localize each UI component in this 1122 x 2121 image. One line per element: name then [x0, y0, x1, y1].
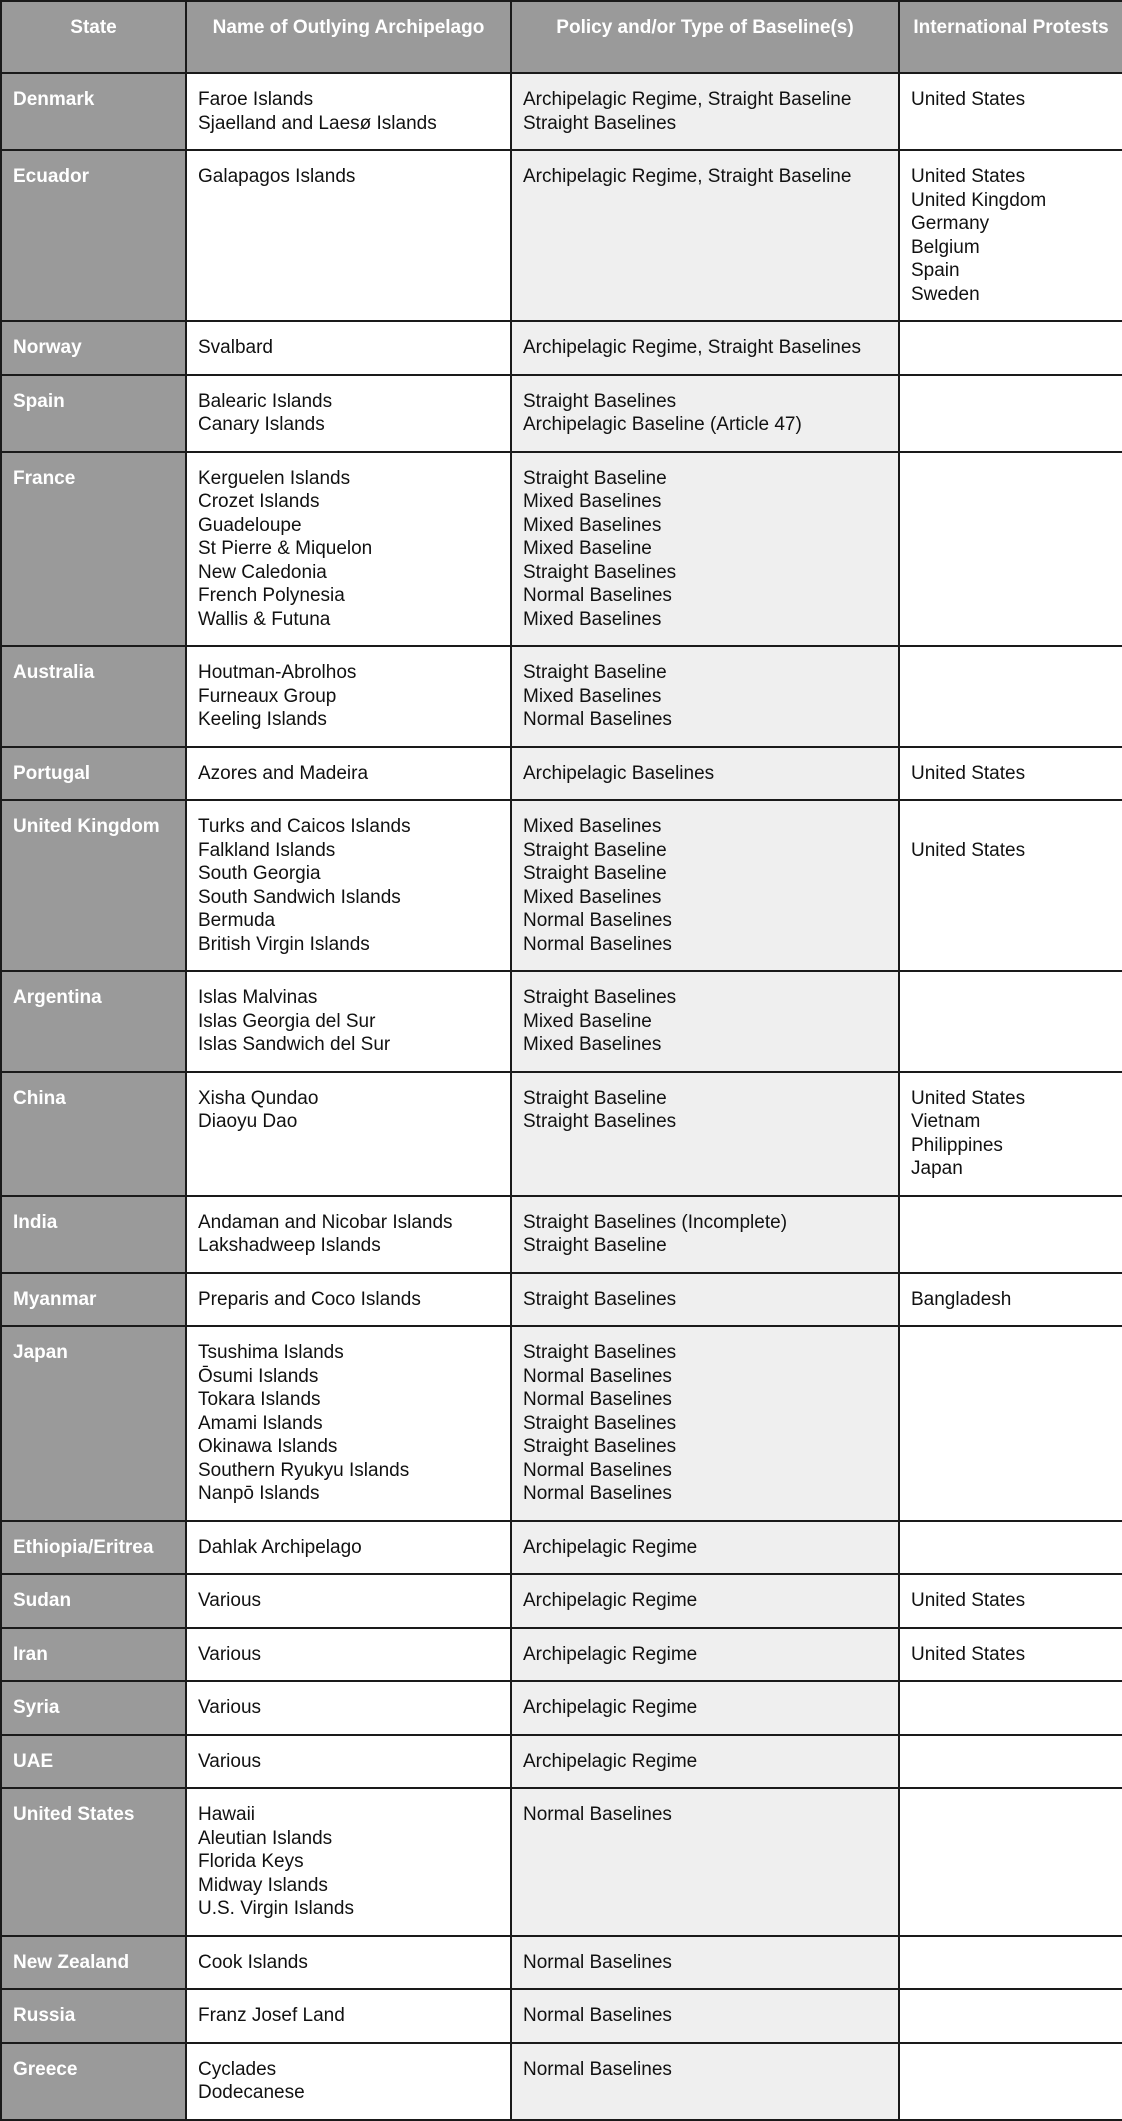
archipelago-name-cell-line: Florida Keys [198, 1851, 304, 1872]
baseline-policy-cell [511, 321, 899, 375]
archipelago-name-cell-line: Wallis & Futuna [198, 608, 331, 630]
archipelago-name-cell [186, 1936, 511, 1990]
baseline-policy-cell-line: Normal Baselines [523, 933, 672, 955]
archipelago-name-cell-line: Midway Islands [198, 1874, 328, 1896]
archipelago-name-cell-line: Hawaii [198, 1804, 256, 1825]
archipelago-name-cell [186, 1521, 511, 1575]
baseline-policy-cell-line: Archipelagic Regime, Straight Baseline [523, 166, 852, 187]
baseline-policy-cell-line: Normal Baselines [523, 1365, 672, 1387]
protests-cell [899, 1326, 1122, 1521]
baseline-policy-cell-line: Mixed Baselines [523, 1034, 662, 1055]
archipelago-name-cell [186, 73, 511, 150]
archipelago-name-cell-line: Balearic Islands [198, 390, 333, 412]
protests-cell [899, 2043, 1122, 2120]
archipelago-name-cell-line: British Virgin Islands [198, 933, 370, 955]
archipelago-name-cell-line: Guadeloupe [198, 514, 302, 536]
state-cell: Sudan [1, 1574, 186, 1628]
archipelago-name-cell [186, 1989, 511, 2043]
archipelago-name-cell [186, 150, 511, 321]
baseline-policy-cell-line: Normal Baselines [523, 2058, 672, 2080]
state-cell: Ethiopia/Eritrea [1, 1521, 186, 1575]
protests-cell [899, 1989, 1122, 2043]
archipelago-name-cell [186, 971, 511, 1072]
state-cell: Syria [1, 1681, 186, 1735]
protests-cell [899, 1681, 1122, 1735]
state-cell: New Zealand [1, 1936, 186, 1990]
archipelago-name-cell-line: Islas Sandwich del Sur [198, 1034, 391, 1055]
archipelago-name-cell-line: Faroe Islands [198, 89, 314, 110]
archipelago-name-cell-line: Ōsumi Islands [198, 1365, 319, 1387]
protests-cell [899, 321, 1122, 375]
archipelago-name-cell [186, 747, 511, 801]
archipelago-name-cell [186, 1196, 511, 1273]
protests-cell-line: Philippines [911, 1134, 1003, 1156]
baseline-policy-cell-line: Archipelagic Regime [523, 1590, 698, 1611]
table-row [1, 1326, 1122, 1521]
baseline-policy-cell-line: Straight Baselines [523, 561, 677, 583]
protests-cell-line: United States [911, 1087, 1026, 1109]
protests-cell [899, 646, 1122, 747]
archipelago-name-cell [186, 800, 511, 971]
baseline-policy-cell [511, 375, 899, 452]
archipelago-name-cell-line: Falkland Islands [198, 839, 336, 861]
header-international-protests: International Protests [899, 1, 1122, 73]
table-row [1, 73, 1122, 150]
baseline-policy-cell-line: Straight Baseline [523, 662, 667, 683]
baseline-policy-cell-line: Straight Baselines [523, 112, 677, 134]
protests-cell [899, 1735, 1122, 1789]
state-cell: Norway [1, 321, 186, 375]
baseline-policy-cell [511, 800, 899, 971]
protests-cell [899, 971, 1122, 1072]
archipelago-name-cell-line: Various [198, 1750, 262, 1772]
state-cell: United States [1, 1788, 186, 1936]
archipelago-name-cell-line: Keeling Islands [198, 709, 327, 730]
state-cell: Russia [1, 1989, 186, 2043]
baseline-policy-cell-line: Straight Baselines [523, 1436, 677, 1457]
baseline-policy-cell [511, 1989, 899, 2043]
baseline-policy-cell-line: Normal Baselines [523, 709, 672, 730]
archipelago-name-cell-line: Various [198, 1697, 262, 1718]
archipelago-name-cell-line: Xisha Qundao [198, 1087, 319, 1109]
state-cell: Ecuador [1, 150, 186, 321]
archipelago-name-cell-line: Various [198, 1590, 262, 1611]
baseline-policy-cell [511, 1936, 899, 1990]
protests-cell [899, 73, 1122, 150]
baseline-policy-cell-line: Mixed Baseline [523, 1010, 652, 1032]
baseline-policy-cell-line: Straight Baselines [523, 1412, 677, 1434]
archipelago-name-cell-line: Andaman and Nicobar Islands [198, 1211, 453, 1233]
archipelago-name-cell [186, 646, 511, 747]
table-row [1, 747, 1122, 801]
protests-cell-line: Sweden [911, 283, 980, 305]
baseline-policy-cell-line: Normal Baselines [523, 585, 672, 606]
baseline-policy-cell-line: Mixed Baselines [523, 685, 662, 707]
header-archipelago-name: Name of Outlying Archipelago [186, 1, 511, 73]
archipelago-name-cell-line: Crozet Islands [198, 491, 320, 512]
protests-cell [899, 1521, 1122, 1575]
protests-cell-line: Belgium [911, 236, 980, 258]
baseline-policy-cell-line: Straight Baselines (Incomplete) [523, 1211, 788, 1233]
state-cell: Portugal [1, 747, 186, 801]
archipelago-name-cell-line: Dahlak Archipelago [198, 1536, 362, 1558]
baseline-policy-cell [511, 1735, 899, 1789]
table-row [1, 452, 1122, 647]
archipelago-name-cell-line: New Caledonia [198, 561, 327, 583]
table-row [1, 1936, 1122, 1990]
baseline-policy-cell-line: Mixed Baselines [523, 886, 662, 908]
archipelago-name-cell-line: St Pierre & Miquelon [198, 538, 373, 559]
table-row [1, 646, 1122, 747]
archipelago-name-cell-line: South Sandwich Islands [198, 886, 401, 908]
protests-cell-line: United States [911, 1643, 1026, 1665]
protests-cell-line: Germany [911, 213, 990, 234]
archipelago-name-cell-line: Tokara Islands [198, 1389, 321, 1410]
protests-cell [899, 1936, 1122, 1990]
archipelago-name-cell [186, 321, 511, 375]
archipelago-name-cell [186, 1681, 511, 1735]
baseline-policy-cell-line: Archipelagic Regime [523, 1750, 698, 1772]
baseline-policy-cell-line: Mixed Baselines [523, 816, 662, 837]
state-cell: Greece [1, 2043, 186, 2120]
archipelago-name-cell-line: Cook Islands [198, 1951, 308, 1973]
protests-cell-line: Vietnam [911, 1111, 981, 1132]
table-row [1, 321, 1122, 375]
baseline-policy-cell [511, 747, 899, 801]
baseline-policy-cell-line: Straight Baseline [523, 1235, 667, 1256]
table-row [1, 1521, 1122, 1575]
protests-cell [899, 1273, 1122, 1327]
archipelago-name-cell [186, 1788, 511, 1936]
table-row [1, 800, 1122, 971]
baseline-policy-cell-line: Mixed Baselines [523, 514, 662, 536]
baseline-policy-cell [511, 2043, 899, 2120]
protests-cell [899, 800, 1122, 971]
table-row [1, 150, 1122, 321]
archipelago-name-cell [186, 1735, 511, 1789]
baseline-policy-cell [511, 646, 899, 747]
baseline-policy-cell [511, 73, 899, 150]
archipelago-name-cell-line: Franz Josef Land [198, 2005, 345, 2026]
state-cell: UAE [1, 1735, 186, 1789]
archipelago-name-cell-line: Canary Islands [198, 414, 325, 435]
table-header [1, 1, 1122, 73]
baseline-policy-cell-line: Archipelagic Baseline (Article 47) [523, 414, 802, 435]
table-row [1, 1788, 1122, 1936]
archipelago-name-cell-line: Galapagos Islands [198, 166, 356, 187]
baseline-policy-cell-line: Straight Baselines [523, 1111, 677, 1132]
archipelago-name-cell [186, 1273, 511, 1327]
table-row [1, 375, 1122, 452]
protests-cell-line: United States [911, 89, 1026, 110]
table-row [1, 1273, 1122, 1327]
baseline-policy-cell [511, 1574, 899, 1628]
baseline-policy-cell-line: Straight Baselines [523, 390, 677, 412]
baseline-policy-cell [511, 452, 899, 647]
baseline-policy-cell-line: Normal Baselines [523, 910, 672, 931]
baseline-policy-cell-line: Normal Baselines [523, 1459, 672, 1481]
table-body [1, 73, 1122, 2120]
state-cell: Myanmar [1, 1273, 186, 1327]
baseline-policy-cell-line: Archipelagic Regime [523, 1697, 698, 1718]
archipelago-name-cell-line: Azores and Madeira [198, 762, 369, 784]
baseline-policy-cell-line: Straight Baselines [523, 987, 677, 1008]
protests-cell-line: United States [911, 762, 1026, 784]
archipelago-name-cell-line: Okinawa Islands [198, 1436, 338, 1457]
state-cell: Japan [1, 1326, 186, 1521]
protests-cell [899, 1574, 1122, 1628]
archipelago-name-cell-line: Svalbard [198, 337, 273, 358]
archipelago-name-cell-line: South Georgia [198, 863, 321, 884]
baseline-policy-cell [511, 971, 899, 1072]
baseline-policy-cell-line: Archipelagic Regime, Straight Baselines [523, 337, 861, 358]
archipelago-name-cell-line: Islas Georgia del Sur [198, 1010, 376, 1032]
protests-cell-line: United States [911, 839, 1026, 861]
state-cell: China [1, 1072, 186, 1196]
protests-cell [899, 452, 1122, 647]
baseline-policy-cell [511, 1196, 899, 1273]
archipelago-name-cell [186, 1574, 511, 1628]
table-row [1, 2043, 1122, 2120]
baseline-policy-cell [511, 1628, 899, 1682]
baseline-policy-cell-line: Mixed Baselines [523, 608, 662, 630]
archipelago-name-cell-line: Various [198, 1643, 262, 1665]
state-cell: Argentina [1, 971, 186, 1072]
baseline-policy-cell-line: Normal Baselines [523, 1804, 672, 1825]
protests-cell-line: Japan [911, 1158, 963, 1179]
baseline-policy-cell [511, 1326, 899, 1521]
table-row [1, 1628, 1122, 1682]
table-row [1, 971, 1122, 1072]
baseline-policy-cell-line: Archipelagic Regime, Straight Baseline [523, 89, 852, 110]
archipelago-name-cell-line: Diaoyu Dao [198, 1111, 298, 1132]
archipelago-name-cell-line: Southern Ryukyu Islands [198, 1459, 410, 1481]
archipelago-name-cell-line: Turks and Caicos Islands [198, 816, 411, 837]
header-state: State [1, 1, 186, 73]
archipelago-name-cell [186, 1326, 511, 1521]
archipelago-name-cell-line: Dodecanese [198, 2082, 305, 2103]
baseline-policy-cell-line: Straight Baseline [523, 1087, 667, 1109]
archipelago-name-cell-line: Sjaelland and Laesø Islands [198, 112, 437, 134]
protests-cell-line: Spain [911, 260, 960, 281]
protests-cell [899, 150, 1122, 321]
state-cell: Denmark [1, 73, 186, 150]
baseline-policy-cell-line: Archipelagic Regime [523, 1536, 698, 1558]
baseline-policy-cell-line: Normal Baselines [523, 2005, 672, 2026]
protests-cell [899, 1628, 1122, 1682]
baseline-policy-cell-line: Straight Baseline [523, 467, 667, 489]
baseline-policy-cell-line: Archipelagic Baselines [523, 762, 715, 784]
archipelago-name-cell-line: Kerguelen Islands [198, 467, 351, 489]
baseline-policy-cell [511, 1788, 899, 1936]
baseline-policy-cell [511, 1072, 899, 1196]
archipelago-name-cell [186, 375, 511, 452]
archipelago-name-cell-line: Furneaux Group [198, 685, 337, 707]
table-row [1, 1196, 1122, 1273]
archipelago-name-cell [186, 2043, 511, 2120]
baseline-policy-cell [511, 1273, 899, 1327]
protests-cell-line: United Kingdom [911, 189, 1047, 211]
state-cell: United Kingdom [1, 800, 186, 971]
table-row [1, 1735, 1122, 1789]
state-cell: Australia [1, 646, 186, 747]
baseline-policy-cell-line: Straight Baselines [523, 1342, 677, 1363]
state-cell: India [1, 1196, 186, 1273]
baseline-policy-cell-line: Mixed Baselines [523, 491, 662, 512]
protests-cell [899, 1196, 1122, 1273]
protests-cell-line: United States [911, 166, 1026, 187]
protests-cell-line: Bangladesh [911, 1288, 1012, 1310]
archipelago-name-cell-line: Bermuda [198, 910, 276, 931]
baseline-policy-cell-line: Mixed Baseline [523, 538, 652, 559]
archipelago-name-cell-line: French Polynesia [198, 585, 345, 606]
archipelago-name-cell-line: Tsushima Islands [198, 1342, 344, 1363]
archipelago-name-cell-line: Preparis and Coco Islands [198, 1288, 421, 1310]
protests-cell-line: United States [911, 1590, 1026, 1611]
baseline-policy-cell-line: Straight Baseline [523, 863, 667, 884]
table-row [1, 1072, 1122, 1196]
archipelago-name-cell [186, 452, 511, 647]
archipelago-name-cell-line: U.S. Virgin Islands [198, 1898, 354, 1919]
baseline-policy-cell-line: Normal Baselines [523, 1483, 672, 1504]
state-cell: France [1, 452, 186, 647]
archipelago-name-cell-line: Houtman-Abrolhos [198, 662, 357, 683]
archipelago-name-cell-line: Lakshadweep Islands [198, 1235, 381, 1256]
protests-cell-line [911, 815, 1112, 839]
table-row [1, 1681, 1122, 1735]
archipelago-name-cell-line: Cyclades [198, 2058, 277, 2080]
archipelago-name-cell-line: Islas Malvinas [198, 987, 318, 1008]
protests-cell [899, 375, 1122, 452]
protests-cell [899, 747, 1122, 801]
baseline-policy-cell [511, 150, 899, 321]
archipelago-name-cell [186, 1072, 511, 1196]
archipelago-name-cell [186, 1628, 511, 1682]
archipelago-name-cell-line: Aleutian Islands [198, 1827, 333, 1849]
header-baseline-policy: Policy and/or Type of Baseline(s) [511, 1, 899, 73]
baseline-policy-cell [511, 1681, 899, 1735]
protests-cell [899, 1072, 1122, 1196]
baseline-policy-cell [511, 1521, 899, 1575]
baseline-policy-cell-line: Straight Baseline [523, 839, 667, 861]
baseline-policy-cell-line: Straight Baselines [523, 1288, 677, 1310]
archipelago-name-cell-line: Amami Islands [198, 1412, 323, 1434]
baseline-policy-cell-line: Archipelagic Regime [523, 1643, 698, 1665]
state-cell: Iran [1, 1628, 186, 1682]
baseline-policy-cell-line: Normal Baselines [523, 1951, 672, 1973]
state-cell: Spain [1, 375, 186, 452]
baseline-policy-cell-line: Normal Baselines [523, 1389, 672, 1410]
archipelago-name-cell-line: Nanpō Islands [198, 1483, 320, 1504]
table-row [1, 1989, 1122, 2043]
protests-cell [899, 1788, 1122, 1936]
table-row [1, 1574, 1122, 1628]
header-row [1, 1, 1122, 73]
